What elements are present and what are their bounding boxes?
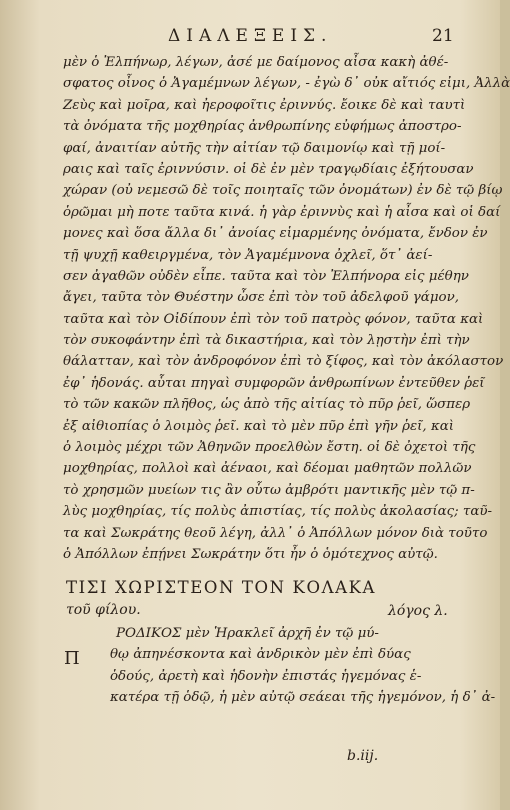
signature-mark: b.iij. [347, 748, 379, 764]
main-text-block [63, 52, 510, 565]
marginal-speech-label: λόγος λ. [388, 603, 448, 619]
text-line: ἄγει, ταῦτα τὸν Θυέστην ὦσε ἐπὶ τὸν τοῦ ἀδελφοῦ γάμον, [63, 290, 459, 306]
text-line: ταῦτα καὶ τὸν Οἰδίπουν ἐπὶ τὸν τοῦ πατρὸς φόνον, ταῦτα καὶ [63, 311, 484, 327]
running-header-title: ΔΙΑΛΕΞΕΙΣ. [168, 26, 333, 46]
text-line: λὺς μοχθηρίας, τίς πολὺς ἀπιστίας, τίς πολὺς ἀκολασίας; ταῦ- [63, 504, 493, 520]
text-line: μοχθηρίας, πολλοὶ καὶ ἀέναοι, καὶ δέομαι μαθητῶν πολλῶν [63, 461, 472, 477]
drop-initial: Π [64, 648, 80, 669]
text-line: ἐφ᾽ ἡδονάς. αὗται πηγαὶ συμφορῶν ἀνθρωπίνων ἐντεῦθεν ῥεῖ [63, 375, 485, 391]
text-line: ὁρῶμαι μὴ ποτε ταῦτα κινά. ἡ γὰρ ἐριννὺς καὶ ἡ αἶσα καὶ οἱ δαί [63, 204, 501, 220]
text-line: ὁ λοιμὸς μέχρι τῶν Ἀθηνῶν προελθὼν ἔστη. οἱ δὲ ὀχετοὶ τῆς [63, 440, 476, 456]
text-line: τῇ ψυχῇ καθειργμένα, τὸν Ἀγαμέμνονα ὀχλεῖ, ὅτ᾽ ἀεί- [63, 247, 433, 263]
text-line: τὰ ὀνόματα τῆς μοχθηρίας ἀνθρωπίνης εὐφήμως ἀποστρο- [63, 119, 462, 135]
text-line: θάλατταν, καὶ τὸν ἀνδροφόνον ἐπὶ τὸ ξίφος, καὶ τὸν ἀκόλαστον [63, 354, 504, 370]
text-line: μονες καὶ ὅσα ἄλλα δι᾽ ἀνοίας εἱμαρμένης ὀνόματα, ἔνδον ἐν [63, 226, 488, 242]
text-line: κατέρα τῇ ὁδῷ, ἡ μὲν αὐτῷ σεάεαι τῆς ἡγεμόνον, ἡ δ᾽ ἀ- [110, 690, 496, 706]
section-heading-continuation: τοῦ φίλου. [66, 602, 141, 618]
text-line: τα καὶ Σωκράτης θεοῦ λέγη, ἀλλ᾽ ὁ Ἀπόλλων μόνον διὰ τοῦτο [63, 525, 488, 541]
text-line: ἐξ αἰθιοπίας ὁ λοιμὸς ῥεῖ. καὶ τὸ μὲν πῦρ ἐπὶ γῆν ῥεῖ, καὶ [63, 418, 455, 434]
section-heading: ΤΙΣΙ ΧΩΡΙΣΤΕΟΝ ΤΟΝ ΚΟΛΑΚΑ [66, 578, 377, 597]
text-line: σφατος οἶνος ὁ Ἀγαμέμνων λέγων, - ἐγὼ δ᾽ οὐκ αἴτιός εἰμι, Ἀλλὰ [63, 76, 510, 92]
text-line: ραις καὶ ταῖς ἐριννύσιν. οἱ δὲ ἐν μὲν τραγῳδίαις ἐξήτουσαν [63, 161, 474, 177]
text-line: σεν ἀγαθῶν οὐδὲν εἶπε. ταῦτα καὶ τὸν Ἐλπήνορα εἰς μέθην [63, 268, 469, 284]
text-line: ὁδούς, ἀρετὴ καὶ ἡδονὴν ἐπιστάς ἡγεμόνας ἑ- [110, 668, 422, 684]
text-line: θῳ ἀπηνέσκοντα καὶ ἀνδρικὸν μὲν ἐπὶ δύας [110, 647, 411, 663]
text-line: τὸ χρησμῶν μυείων τις ἂν οὗτω ἀμβρότι μαντικῆς μὲν τῷ π- [63, 482, 475, 498]
text-line: τὸν συκοφάντην ἐπὶ τὰ δικαστήρια, καὶ τὸν λῃστὴν ἐπὶ τὴν [63, 333, 470, 349]
text-line: ΡΟΔΙΚΟΣ μὲν Ἡρακλεῖ ἀρχῆ ἐν τῷ μύ- [116, 626, 379, 641]
text-line: ὁ Ἀπόλλων ἐπῄνει Σωκράτην ὅτι ἦν ὁ ὁμότεχνος αὐτῷ. [63, 546, 438, 562]
text-line: τὸ τῶν κακῶν πλῆθος, ὡς ἀπὸ τῆς αἰτίας τὸ πῦρ ῥεῖ, ὥσπερ [63, 397, 471, 413]
text-line: χώραν (οὐ νεμεσῶ δὲ τοῖς ποιηταῖς τῶν ὀνομάτων) ἐν δὲ τῷ βίῳ [63, 183, 503, 199]
text-line: μὲν ὁ Ἐλπήνωρ, λέγων, ἀσέ με δαίμονος αἶσα κακὴ ἀθέ- [63, 55, 449, 70]
text-line: Ζεὺς καὶ μοῖρα, καὶ ἠεροφοῖτις ἐριννύς. ἔοικε δὲ καὶ ταυτὶ [63, 97, 466, 113]
page-number: 21 [432, 26, 454, 46]
section-text-block [110, 623, 496, 709]
text-line: φαί, ἀναιτίαν αὐτῆς τὴν αἰτίαν τῷ δαιμονίῳ καὶ τῇ μοί- [63, 140, 446, 156]
